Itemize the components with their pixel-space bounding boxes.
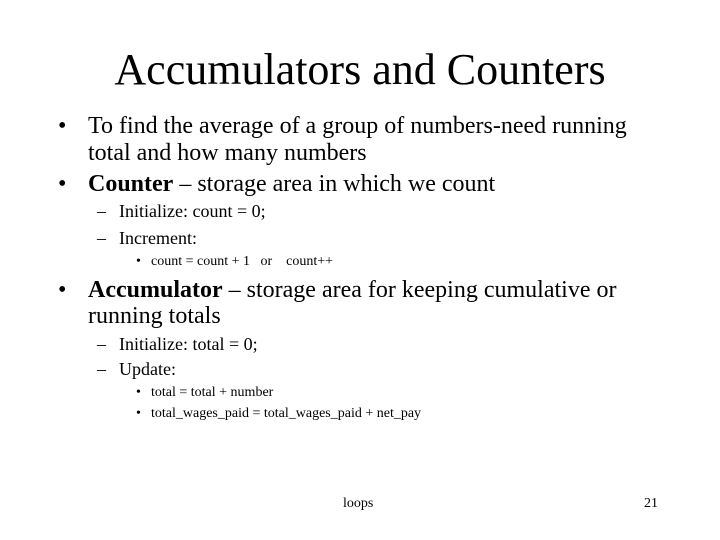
accumulator-definition: – storage area for keeping cumulative or [222,277,617,303]
bullet-marker: • [136,406,141,421]
sub-text: Update: [119,359,176,379]
dash-marker: – [97,359,106,379]
bullet-marker: • [58,113,67,139]
bullet-marker: • [136,385,141,400]
footer-topic: loops [343,496,374,511]
counter-term: Counter [88,171,174,197]
sub-text: Initialize: total = 0; [119,334,258,354]
bullet-marker: • [58,171,67,197]
bullet-accumulator-continued: running totals [88,303,221,329]
dash-marker: – [97,228,106,248]
subsub-text: total = total + number [151,385,274,400]
subsub-text: count = count + 1 or count++ [151,254,334,269]
subsub-text: total_wages_paid = total_wages_paid + net_pay [151,406,422,421]
footer-page-number: 21 [644,496,658,511]
bullet-marker: • [58,277,67,303]
dash-marker: – [97,334,106,354]
counter-definition: – storage area in which we count [173,171,496,197]
accumulator-term: Accumulator [88,277,223,303]
bullet-marker: • [136,254,141,269]
slide-title: Accumulators and Counters [114,45,606,94]
sub-text: Increment: [119,228,197,248]
sub-text: Initialize: count = 0; [119,201,266,221]
bullet-text: To find the average of a group of numbers-need running [88,113,627,139]
bullet-running-total-continued: total and how many numbers [88,140,367,166]
dash-marker: – [97,201,106,221]
